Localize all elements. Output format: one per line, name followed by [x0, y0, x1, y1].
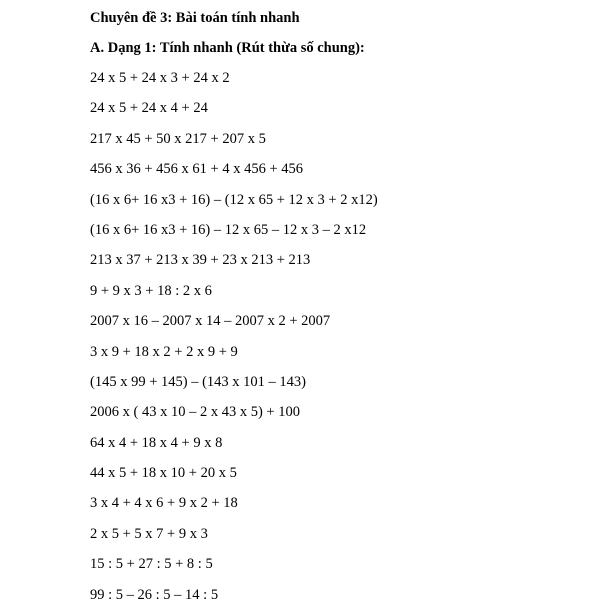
exercise-item: 2007 x 16 – 2007 x 14 – 2007 x 2 + 2007 [90, 313, 331, 330]
exercise-item: 3 x 4 + 4 x 6 + 9 x 2 + 18 [90, 495, 238, 512]
exercise-item: 15 : 5 + 27 : 5 + 8 : 5 [90, 556, 213, 573]
exercise-item: 24 x 5 + 24 x 3 + 24 x 2 [90, 70, 230, 86]
exercise-item: (16 x 6+ 16 x3 + 16) – (12 x 65 + 12 x 3 + 2 x12) [90, 191, 378, 208]
exercise-item: 217 x 45 + 50 x 217 + 207 x 5 [90, 130, 266, 147]
exercise-item: (145 x 99 + 145) – (143 x 101 – 143) [90, 373, 306, 390]
exercise-item: 2006 x ( 43 x 10 – 2 x 43 x 5) + 100 [90, 404, 300, 421]
section-title: A. Dạng 1: Tính nhanh (Rút thừa số chung): [90, 40, 365, 56]
exercise-list [90, 69, 600, 604]
exercise-item: 64 x 4 + 18 x 4 + 9 x 8 [90, 434, 223, 451]
exercise-item: 2 x 5 + 5 x 7 + 9 x 3 [90, 525, 208, 542]
exercise-item: 3 x 9 + 18 x 2 + 2 x 9 + 9 [90, 343, 238, 360]
document-title: Chuyên đề 3: Bài toán tính nhanh [90, 10, 300, 26]
document-page [90, 9, 600, 616]
exercise-item: 456 x 36 + 456 x 61 + 4 x 456 + 456 [90, 161, 304, 178]
exercise-item: 213 x 37 + 213 x 39 + 23 x 213 + 213 [90, 252, 311, 269]
exercise-item: 9 + 9 x 3 + 18 : 2 x 6 [90, 282, 212, 299]
exercise-item: (16 x 6+ 16 x3 + 16) – 12 x 65 – 12 x 3 – 2 x12 [90, 221, 367, 238]
exercise-item: 44 x 5 + 18 x 10 + 20 x 5 [90, 465, 237, 482]
exercise-item: 24 x 5 + 24 x 4 + 24 [90, 100, 208, 117]
exercise-item: 99 : 5 – 26 : 5 – 14 : 5 [90, 586, 219, 603]
